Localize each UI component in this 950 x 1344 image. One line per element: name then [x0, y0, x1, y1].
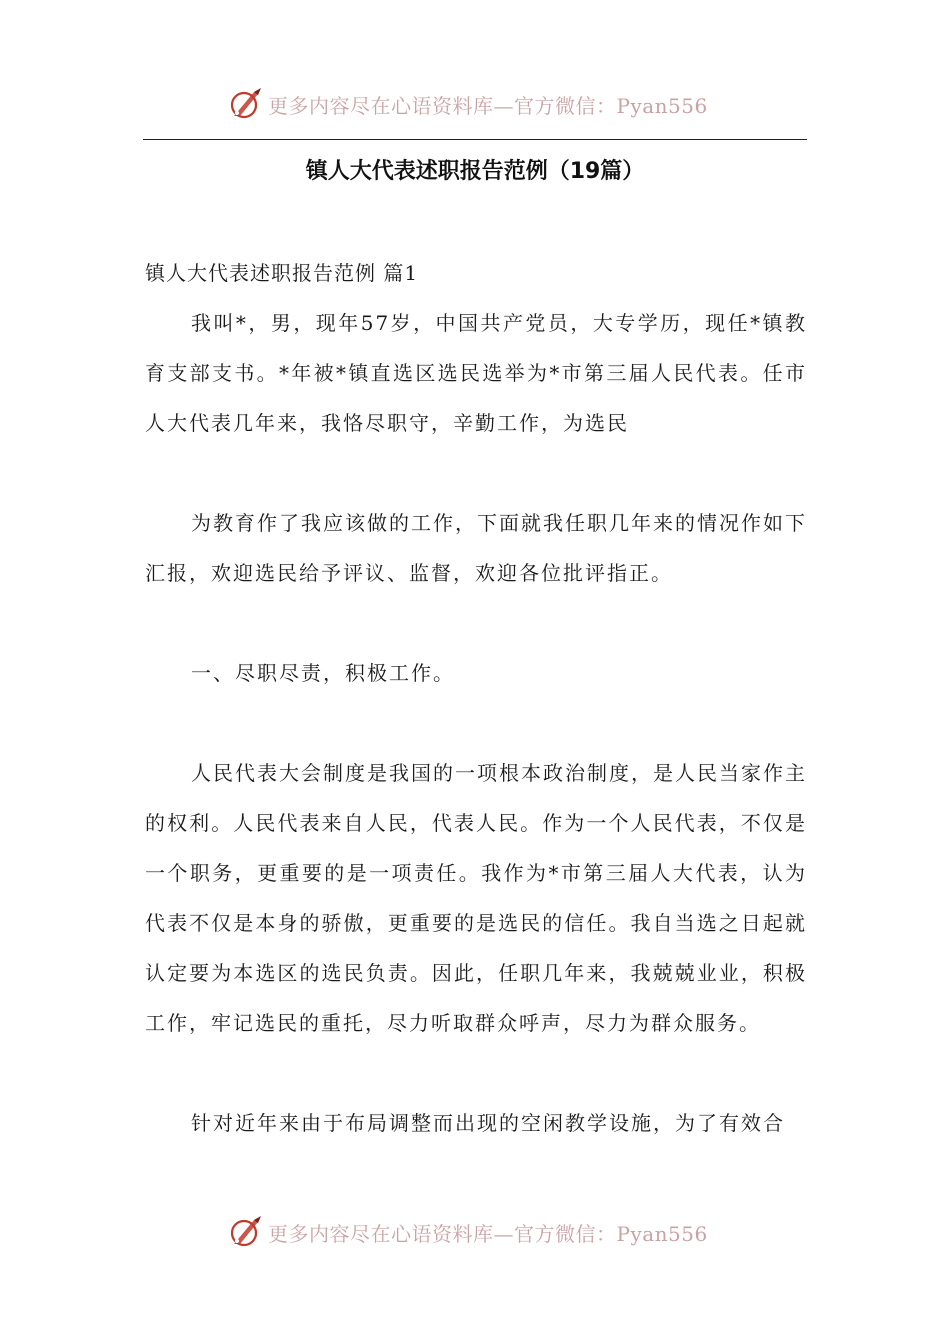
body-paragraph: 人民代表大会制度是我国的一项根本政治制度，是人民当家作主的权利。人民代表来自人民，代表人民。作为一个人民代表，不仅是一个职务，更重要的是一项责任。我作为*市第三届人大代表，认为代表不仅是本身的骄傲，更重要的是选民的信任。我自当选之日起就认定要为本选区的选民负责。因此，任职几年来，我兢兢业业，积极工作，牢记选民的重托，尽力听取群众呼声，尽力为群众服务。 — [145, 761, 807, 1035]
banner-text — [268, 1218, 708, 1247]
banner-wechat-id: Pyan556 — [616, 93, 708, 118]
paragraph-gap — [145, 1048, 807, 1098]
banner-slogan: 更多内容尽在心语资料库—官方微信： — [268, 93, 617, 118]
paragraph-gap — [145, 448, 807, 498]
subsection-heading: 一、尽职尽责，积极工作。 — [191, 661, 455, 685]
banner-text — [268, 90, 708, 119]
header-divider — [143, 139, 807, 140]
header-watermark-banner — [228, 84, 708, 124]
quill-logo-icon — [228, 86, 264, 122]
paragraph-gap — [145, 698, 807, 748]
quill-logo-icon — [228, 1214, 264, 1250]
banner-wechat-id: Pyan556 — [616, 1221, 708, 1246]
document-title: 镇人大代表述职报告范例（19篇） — [305, 159, 645, 184]
section-heading: 镇人大代表述职报告范例 篇1 — [145, 261, 419, 285]
banner-slogan: 更多内容尽在心语资料库—官方微信： — [268, 1221, 617, 1246]
paragraph-gap — [145, 598, 807, 648]
footer-watermark-banner — [228, 1212, 708, 1252]
body-paragraph: 我叫*，男，现年57岁，中国共产党员，大专学历，现任*镇教育支部支书。*年被*镇直选区选民选举为*市第三届人民代表。任市人大代表几年来，我恪尽职守，辛勤工作，为选民 — [145, 311, 807, 435]
document-body — [145, 248, 807, 1148]
body-paragraph: 为教育作了我应该做的工作，下面就我任职几年来的情况作如下汇报，欢迎选民给予评议、监督，欢迎各位批评指正。 — [145, 511, 807, 585]
body-paragraph: 针对近年来由于布局调整而出现的空闲教学设施，为了有效合 — [191, 1111, 785, 1135]
